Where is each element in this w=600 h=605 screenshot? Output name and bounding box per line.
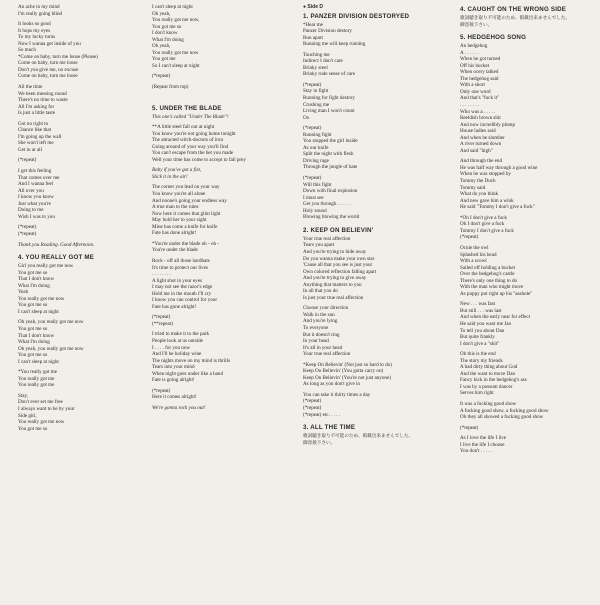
- lyric-line: And when he slumber: [460, 134, 505, 141]
- lyric-line: There's only one thing to do: [460, 277, 518, 284]
- lyric-line: You can't escape from the bet you made: [152, 150, 234, 157]
- lyric-line: Indirect I don't care: [303, 58, 343, 65]
- lyric-line: 'Cause all that you see is just your: [303, 262, 373, 269]
- lyric-line: Hold me in the mouth I'll cry: [152, 290, 212, 297]
- lyric-line: With a short: [460, 82, 485, 89]
- lyric-line: And new gave him a wink: [460, 197, 514, 204]
- lyric-line: I live the life I choose: [460, 441, 505, 448]
- lyric-line: Oh yeah,: [152, 43, 171, 50]
- lyric-line: Is just a little taste: [18, 110, 56, 117]
- lyric-line: An ache in my mind: [18, 4, 60, 10]
- lyric-line: And you're trying to hide away: [303, 248, 367, 255]
- lyric-line: *You really got me: [18, 369, 57, 376]
- lyric-line: *Keep On Believin' (Not just so hard to do): [303, 361, 392, 368]
- lyric-line: I don't know: [152, 30, 178, 37]
- lyric-line: A fucking good show, a fucking good show: [460, 407, 549, 414]
- lyric-line: (*repeat): [460, 424, 479, 431]
- lyric-line: Driving rage: [303, 157, 329, 164]
- lyric-line: That comes over me: [18, 174, 60, 181]
- lyric-line: And you're lying: [303, 318, 338, 325]
- lyric-line: In all that you do: [303, 288, 338, 295]
- lyric-line: (*repeat): [303, 398, 322, 405]
- lyric-line: I must see: [303, 194, 324, 201]
- lyric-line: Your true real affection: [303, 351, 351, 358]
- lyric-line: Here it comes alright!: [152, 394, 197, 401]
- lyric-line: As puppy put right up his "asshole": [460, 290, 533, 297]
- lyric-line: Get you through . . . . . .: [303, 201, 352, 208]
- lyric-line: Tommy said: [460, 184, 486, 191]
- stanza-gap: [152, 99, 290, 103]
- lyric-line: So much: [18, 47, 36, 54]
- lyric-line: Holy sound: [303, 207, 327, 214]
- lyric-line: People look at us outside: [152, 337, 203, 344]
- lyric-line: Is just your true real affection: [303, 294, 364, 301]
- lyric-line: But quite frankly: [460, 334, 495, 341]
- side-label: ● Side D: [303, 4, 323, 10]
- lyric-line: Fate has done alright!: [152, 230, 197, 237]
- lyric-line: (*repeat) etc. . . . .: [303, 411, 341, 418]
- lyric-line: Don't ever set me free: [18, 399, 63, 406]
- lyric-line: Running me will keep running: [303, 41, 366, 48]
- lyric-line: All over you: [18, 187, 44, 194]
- lyric-line: He was half way through a good wine: [460, 164, 538, 171]
- lyric-line: Now I wanna get inside of you: [18, 40, 81, 47]
- lyric-line: (*repeat): [303, 404, 322, 411]
- lyric-line: When night goes under like a hand: [152, 370, 224, 377]
- lyric-line: What I'm doing: [18, 282, 50, 289]
- lyric-line: (*repeat): [303, 125, 322, 132]
- lyric-line: A . . . . . .: [460, 49, 479, 56]
- lyric-line: Stay,: [18, 392, 28, 399]
- lyric-line: Do you wanna make your own star: [303, 255, 375, 262]
- lyric-line: All I'm asking for: [18, 103, 55, 110]
- lyric-line: The nights move on my mind is thrills: [152, 357, 230, 364]
- lyric-line: Oh this is the end: [460, 351, 496, 358]
- lyric-line: Panzer Division destory: [303, 28, 352, 35]
- lyric-line: You got me so: [18, 352, 48, 359]
- stanza-gap: [460, 28, 598, 32]
- lyric-line: And through the end: [460, 158, 503, 165]
- lyric-line: It was a fucking good show: [460, 400, 517, 407]
- lyrics-column-2: [152, 4, 290, 411]
- lyric-line: I may not see the razor's edge: [152, 284, 213, 291]
- lyric-line: It's all in your head: [303, 344, 343, 351]
- lyric-line: As long as you don't give in: [303, 381, 360, 388]
- lyric-line: I can't sleep at night: [18, 358, 59, 365]
- lyric-line: The hedgehog said: [460, 75, 499, 82]
- lyric-line: And noone's going your endless way: [152, 197, 227, 204]
- lyric-line: What I'm doing: [152, 36, 184, 43]
- lyric-line: Over the hedgehog's castle: [460, 271, 515, 278]
- lyric-line: You got me so: [18, 325, 48, 332]
- lyric-line: (Repeat from top): [152, 84, 189, 91]
- lyric-line: Run apart: [303, 34, 323, 41]
- lyric-line: I don't give a "shit": [460, 340, 500, 347]
- lyric-line: You really got me now,: [152, 17, 200, 24]
- lyric-line: Rock - off all those hardhats: [152, 257, 210, 264]
- lyric-line: *Oh I don't give a fuck: [460, 214, 507, 221]
- lyric-line: The story my friends: [460, 357, 503, 364]
- lyric-line: Tommy I don't give a fuck: [460, 227, 514, 234]
- lyric-line: I get this feeling: [18, 168, 52, 175]
- lyric-line: May hold her to your sight: [152, 217, 207, 224]
- lyric-line: Oh yeah,: [152, 10, 171, 17]
- lyric-line: There's no time to waste: [18, 97, 68, 104]
- lyric-line: (*repeat): [303, 81, 322, 88]
- lyric-line: What I'm doing: [18, 339, 50, 346]
- lyric-line: **A little steel fall out at night: [152, 124, 215, 131]
- lyric-line: Blowing blowing the world: [303, 214, 360, 221]
- lyric-line: When ocery talked: [460, 69, 499, 76]
- lyric-line: That I don't know: [18, 332, 55, 339]
- lyric-line: You don't . . . . .: [460, 448, 493, 455]
- lyric-line: (*repeat): [18, 157, 37, 164]
- stanza-gap: [18, 248, 156, 252]
- lyric-line: Choose your direction: [303, 305, 349, 312]
- lyric-line: Crushing me: [303, 101, 330, 108]
- song-title: 1. PANZER DIVISION DESTORYED: [303, 12, 410, 20]
- lyric-line: And I wanna feel: [18, 181, 54, 188]
- lyric-line: In your head: [303, 338, 329, 345]
- lyrics-column-4: [460, 4, 598, 455]
- note-line: 歌詞聴き取り不可能のため、掲載出来ませんでした。: [460, 15, 571, 20]
- lyric-line: (*repeat): [18, 230, 37, 237]
- lyric-line: You got me so: [18, 269, 48, 276]
- lyric-line: Split the night with flesh: [303, 151, 354, 158]
- lyric-line: And when the early near for effect: [460, 314, 531, 321]
- lyric-line: Tommy the Duch: [460, 178, 496, 185]
- note-line: 御容赦下さい。: [460, 21, 493, 27]
- lyric-line: (*repeat): [152, 387, 171, 394]
- lyric-line: I can't sleep at night: [152, 4, 193, 10]
- lyric-line: And I'll be holiday wine: [152, 351, 202, 358]
- lyric-line: You really got me: [18, 375, 55, 382]
- lyric-line: Through the jungle of hate: [303, 164, 358, 171]
- lyric-line: It looks so good: [18, 21, 51, 28]
- lyric-line: *You're under the blade oh - oh -: [152, 240, 220, 247]
- lyric-line: (*repeat): [18, 224, 37, 231]
- lyric-line: (**repeat): [152, 320, 173, 327]
- lyric-line: And the want to move Dan: [460, 370, 516, 377]
- lyric-line: We been messing round: [18, 90, 67, 97]
- lyric-line: *Come on baby, turn me loose (Please): [18, 53, 98, 60]
- lyric-line: What do you think: [460, 191, 499, 198]
- lyric-line: Side girl,: [18, 412, 37, 419]
- lyric-line: Just what you're: [18, 200, 51, 207]
- lyric-line: You really got me now: [152, 49, 199, 56]
- stanza-gap: [303, 418, 441, 422]
- lyric-line: And that's "fuck it": [460, 95, 500, 102]
- lyric-line: Reeldish brown shit: [460, 115, 501, 122]
- lyric-line: To tell you about Dan: [460, 327, 505, 334]
- lyric-line: Keep On Believin' (You're not just anyone): [303, 374, 391, 381]
- lyric-line: Will this fight: [303, 181, 332, 188]
- lyric-line: Baby if you've got a fist,: [152, 167, 202, 174]
- lyric-line: (*repeat): [152, 73, 171, 80]
- lyric-line: This one's called "Under The Blade"!: [152, 113, 229, 120]
- lyric-line: Only one word: [460, 88, 491, 95]
- lyric-line: But still . . . was last: [460, 307, 502, 314]
- song-title: 3. ALL THE TIME: [303, 424, 356, 432]
- lyric-line: You got me so: [152, 23, 182, 30]
- lyric-line: Don't you give me, no excuse: [18, 66, 79, 73]
- lyric-line: Come on baby, turn me loose: [18, 60, 78, 67]
- lyric-line: Running fight: [303, 131, 332, 138]
- lyric-line: It hops my eyes: [18, 27, 51, 34]
- lyric-line: Stick it in the air!: [152, 173, 188, 180]
- lyric-line: To my lucky turns: [18, 34, 56, 41]
- lyric-line: Walk in the sun: [303, 311, 335, 318]
- song-title: 5. HEDGEHOG SONG: [460, 34, 527, 42]
- lyric-line: Fate is going alright!: [152, 377, 195, 384]
- lyrics-column-1: [18, 4, 156, 432]
- lyric-line: As I love the life I live: [460, 435, 507, 442]
- lyric-line: That I don't know: [18, 276, 55, 283]
- lyric-line: And you're trying to give away: [303, 275, 367, 282]
- lyric-line: I . . . . for you now: [152, 344, 191, 351]
- lyric-line: I know you can control for your: [152, 297, 218, 304]
- lyric-line: I always want to be by your: [18, 405, 75, 412]
- lyric-line: New . . . was fast: [460, 301, 496, 308]
- lyric-line: You know you're all alone: [152, 191, 206, 198]
- lyric-line: We're gonna rock you out!: [152, 404, 206, 411]
- lyric-line: To everyone: [303, 324, 329, 331]
- lyric-line: And now incredibly plump: [460, 121, 516, 128]
- lyric-line: Come on baby, turn me loose: [18, 73, 78, 80]
- lyric-line: An hedgehog: [460, 43, 488, 50]
- lyric-line: When he was stopped by: [460, 171, 511, 178]
- song-title: 4. YOU REALLY GOT ME: [18, 254, 95, 262]
- lyric-line: *Hear me: [303, 21, 323, 28]
- stanza-gap: [303, 221, 441, 225]
- lyric-line: Oo: [303, 114, 310, 121]
- lyric-line: A true man to the rules: [152, 204, 199, 211]
- lyric-line: Splashed his head: [460, 251, 497, 258]
- lyric-line: (*repeat): [152, 314, 171, 321]
- lyric-line: You got me: [152, 56, 176, 63]
- lyric-line: Down with final explosion: [303, 188, 358, 195]
- lyric-line: Got no right to: [18, 120, 49, 127]
- song-title: 2. KEEP ON BELIEVIN': [303, 226, 374, 234]
- lyric-line: I'm really going blind: [18, 10, 63, 17]
- lyric-line: You got me so: [18, 425, 48, 432]
- lyric-line: He said "Tommy I don't give a fuck": [460, 204, 535, 211]
- lyric-line: Chance like that: [18, 127, 52, 134]
- lyric-line: I tried to make it to the park: [152, 331, 210, 338]
- lyric-line: Mine has come a knife for knife: [152, 223, 218, 230]
- lyric-line: The corner you lead on your way: [152, 184, 220, 191]
- lyric-line: Ocnie the owl: [460, 244, 489, 251]
- lyric-line: I'm going up the wall: [18, 133, 62, 140]
- lyric-line: Anything that matters to you: [303, 281, 362, 288]
- lyric-line: Thank you Reading. Good Afternoon.: [18, 241, 95, 248]
- lyric-line: A light shot in your eyes: [152, 277, 202, 284]
- lyric-line: I know you know: [18, 194, 54, 201]
- lyric-line: . . . . . . . .: [460, 102, 480, 109]
- lyric-line: (*repeat): [303, 175, 322, 182]
- lyric-line: Fancy kick in the hedgehog's ass: [460, 377, 527, 384]
- lyric-line: I can't sleep at night: [18, 308, 59, 315]
- lyric-line: It's time to protect our lives: [152, 264, 208, 271]
- song-title: 5. UNDER THE BLADE: [152, 104, 222, 112]
- lyric-line: You really got me now: [18, 419, 65, 426]
- lyric-line: Wish I was to you: [18, 213, 55, 220]
- lyric-line: (*repeat): [460, 234, 479, 241]
- lyric-line: Off his bucket: [460, 62, 490, 69]
- lyric-line: Oh yeah, you really got me now: [18, 319, 84, 326]
- lyric-line: You really got me: [18, 382, 55, 389]
- lyric-line: With the man who might move: [460, 284, 524, 291]
- lyric-line: Tears you apart: [303, 242, 335, 249]
- lyric-line: Serves him right: [460, 390, 494, 397]
- lyric-line: I was by a possum dancer: [460, 383, 513, 390]
- lyric-line: All the time: [18, 84, 43, 91]
- lyric-line: A bad dirty thing about God: [460, 364, 518, 371]
- lyric-line: Brinky steel: [303, 64, 328, 71]
- lyric-line: Well your time has come to accept to fall prey: [152, 156, 246, 163]
- lyrics-column-3: [303, 4, 441, 446]
- lyric-line: But it doesn't ring: [303, 331, 340, 338]
- lyric-line: You can take it thirty times a day: [303, 391, 371, 398]
- lyric-line: You got me so: [18, 302, 48, 309]
- lyric-line: Sailed off holding a bucket: [460, 264, 516, 271]
- lyric-line: You really got me now: [18, 295, 65, 302]
- note-line: 御容赦下さい。: [303, 439, 336, 445]
- lyric-line: . . . . . . . .: [152, 271, 172, 278]
- lyric-line: Now here it comes that glint light: [152, 210, 221, 217]
- lyric-line: As our knife: [303, 144, 329, 151]
- lyric-line: Own colored reflection falling apart: [303, 268, 377, 275]
- lyric-line: Your true real affection: [303, 235, 351, 242]
- lyric-line: Running for fight destory: [303, 95, 355, 102]
- lyric-line: Girl you really got me now: [18, 263, 74, 270]
- lyric-line: The attracted witch-doctors of iron: [152, 137, 224, 144]
- lyric-line: House ladies said: [460, 128, 496, 135]
- lyric-line: Stay in fight: [303, 88, 329, 95]
- lyric-line: Who was a . . . . .: [460, 108, 496, 115]
- lyric-line: He said you want me Jan: [460, 320, 512, 327]
- lyric-line: When he got turned: [460, 56, 501, 63]
- lyric-line: Fate has gone alright!: [152, 303, 197, 310]
- lyric-line: Yeah: [18, 289, 29, 296]
- lyric-line: Tears into your mind: [152, 364, 195, 371]
- lyric-line: With a scowl: [460, 258, 487, 265]
- note-line: 歌詞聴き取り不可能のため、掲載出来ませんでした。: [303, 433, 414, 439]
- lyric-line: Get in at all: [18, 146, 42, 153]
- lyric-line: You stopped the girl inside: [303, 138, 358, 145]
- lyric-line: Oh yeah, you really got me now: [18, 345, 84, 352]
- lyric-line: So I can't sleep at night: [152, 62, 200, 69]
- lyric-line: And said "high": [460, 147, 493, 154]
- lyric-line: Brinky rude sense of care: [303, 71, 356, 78]
- lyric-line: Doing to me: [18, 207, 44, 214]
- lyric-line: Keep On Believin' (You gotta carry on): [303, 368, 384, 375]
- lyric-line: She won't left me: [18, 140, 54, 147]
- lyric-line: You're under the blade: [152, 247, 198, 254]
- song-title: 4. CAUGHT ON THE WRONG SIDE: [460, 6, 567, 13]
- lyric-line: Living man I won't count: [303, 108, 355, 115]
- lyric-line: Oh they all showed a fucking good show: [460, 414, 544, 421]
- lyric-line: A river turned down: [460, 141, 502, 148]
- lyric-line: You know you're not going home tonight: [152, 130, 236, 137]
- lyric-line: Touching me: [303, 51, 330, 58]
- lyric-line: Oh I don't give a fuck: [460, 221, 505, 228]
- lyric-line: Going around of your way you'll find: [152, 143, 229, 150]
